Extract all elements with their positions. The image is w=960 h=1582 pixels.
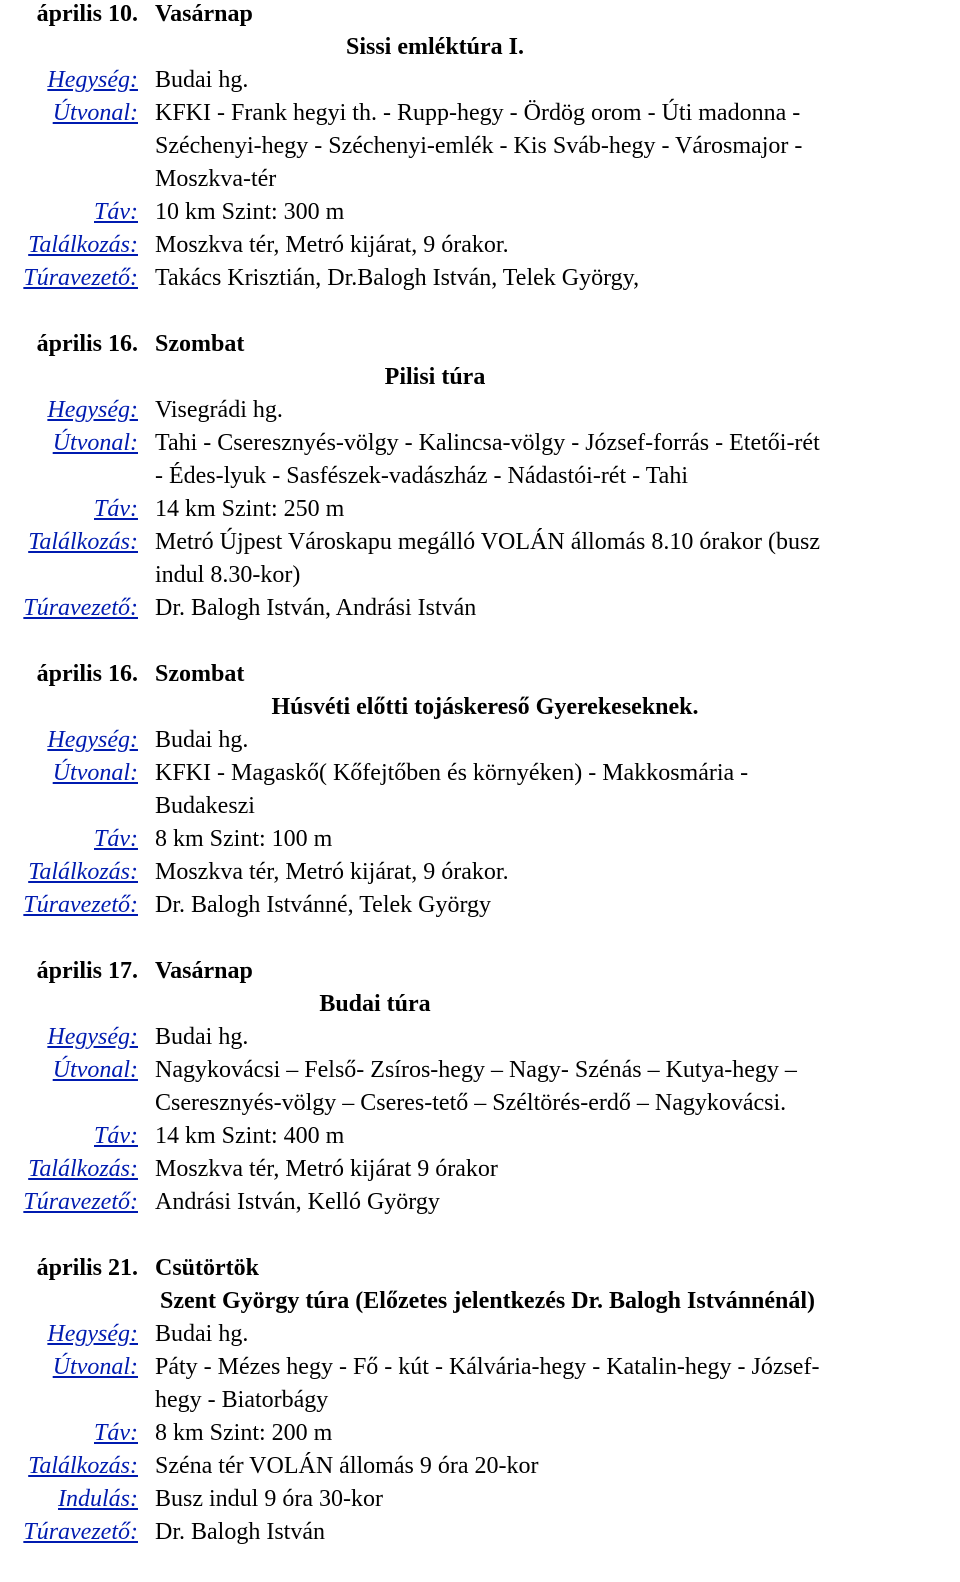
field-label: Táv: xyxy=(94,199,138,225)
field-value: Nagykovácsi – Felső- Zsíros-hegy – Nagy- Szénás – Kutya-hegy – Cseresznyés-völgy – Cseres-tető – Széltörés-erdő – Nagykovácsi. xyxy=(155,1057,797,1116)
event-title: Budai túra xyxy=(319,991,431,1017)
field-value: Budai hg. xyxy=(155,67,249,93)
event-date: április 17. xyxy=(36,958,138,984)
field-row xyxy=(0,1120,960,1153)
field-label: Útvonal: xyxy=(52,1057,138,1083)
field-row xyxy=(0,1417,960,1450)
field-value: 14 km Szint: 400 m xyxy=(155,1123,345,1149)
field-row xyxy=(0,1483,960,1516)
field-value: Dr. Balogh Istvánné, Telek György xyxy=(155,892,492,918)
event-day: Szombat xyxy=(155,331,245,357)
event-title: Húsvéti előtti tojáskereső Gyerekeseknek. xyxy=(271,694,699,720)
field-label: Túravezető: xyxy=(23,1189,138,1215)
field-value: 14 km Szint: 250 m xyxy=(155,496,345,522)
field-value: KFKI - Frank hegyi th. - Rupp-hegy - Ördög orom - Úti madonna - Széchenyi-hegy - Széchenyi-emlék - Kis Sváb-hegy - Városmajor - Moszkva-tér xyxy=(155,100,803,192)
field-label: Találkozás: xyxy=(28,529,138,555)
event-day: Vasárnap xyxy=(155,1,253,27)
field-label: Táv: xyxy=(94,826,138,852)
field-row xyxy=(0,757,960,823)
field-value: Páty - Mézes hegy - Fő - kút - Kálvária-hegy - Katalin-hegy - József- hegy - Biatorbágy xyxy=(155,1354,820,1413)
event-title: Pilisi túra xyxy=(384,364,486,390)
field-label: Találkozás: xyxy=(28,859,138,885)
field-value: Tahi - Cseresznyés-völgy - Kalincsa-völgy - József-forrás - Etetői-rét - Édes-lyuk - Sasfészek-vadászház - Nádastói-rét - Tahi xyxy=(155,430,820,489)
field-row xyxy=(0,724,960,757)
field-value: Dr. Balogh István xyxy=(155,1519,325,1545)
event-header xyxy=(0,1252,960,1285)
event-header xyxy=(0,328,960,361)
field-row xyxy=(0,196,960,229)
field-label: Találkozás: xyxy=(28,1156,138,1182)
field-value: Dr. Balogh István, Andrási István xyxy=(155,595,477,621)
field-row xyxy=(0,394,960,427)
field-value: Széna tér VOLÁN állomás 9 óra 20-kor xyxy=(155,1453,539,1479)
event-block xyxy=(0,1252,960,1549)
field-label: Útvonal: xyxy=(52,100,138,126)
field-value: Takács Krisztián, Dr.Balogh István, Telek György, xyxy=(155,265,640,291)
field-value: KFKI - Magaskő( Kőfejtőben és környéken) - Makkosmária - Budakeszi xyxy=(155,760,749,819)
event-date: április 16. xyxy=(36,331,138,357)
field-row xyxy=(0,64,960,97)
field-row xyxy=(0,1054,960,1120)
event-block xyxy=(0,658,960,922)
event-title: Sissi emléktúra I. xyxy=(345,34,524,60)
field-label: Útvonal: xyxy=(52,760,138,786)
field-value: Budai hg. xyxy=(155,727,249,753)
field-row xyxy=(0,1186,960,1219)
field-row xyxy=(0,1450,960,1483)
field-value: Moszkva tér, Metró kijárat 9 órakor xyxy=(155,1156,498,1182)
event-day: Csütörtök xyxy=(155,1255,260,1281)
field-row xyxy=(0,1318,960,1351)
field-label: Útvonal: xyxy=(52,430,138,456)
event-block xyxy=(0,328,960,625)
field-value: 8 km Szint: 200 m xyxy=(155,1420,333,1446)
field-value: Budai hg. xyxy=(155,1321,249,1347)
field-label: Találkozás: xyxy=(28,1453,138,1479)
field-label: Hegység: xyxy=(47,1321,138,1347)
field-value: Moszkva tér, Metró kijárat, 9 órakor. xyxy=(155,859,509,885)
field-row xyxy=(0,427,960,493)
event-day: Szombat xyxy=(155,661,245,687)
field-label: Túravezető: xyxy=(23,892,138,918)
event-header xyxy=(0,955,960,988)
field-row xyxy=(0,1351,960,1417)
field-value: Busz indul 9 óra 30-kor xyxy=(155,1486,383,1512)
event-header xyxy=(0,0,960,31)
field-value: Moszkva tér, Metró kijárat, 9 órakor. xyxy=(155,232,509,258)
event-block xyxy=(0,955,960,1219)
field-row xyxy=(0,823,960,856)
field-label: Túravezető: xyxy=(23,265,138,291)
field-value: Metró Újpest Városkapu megálló VOLÁN állomás 8.10 órakor (busz indul 8.30-kor) xyxy=(155,529,820,588)
field-label: Hegység: xyxy=(47,67,138,93)
field-row xyxy=(0,889,960,922)
event-date: április 10. xyxy=(36,1,138,27)
field-row xyxy=(0,97,960,196)
field-label: Útvonal: xyxy=(52,1354,138,1380)
event-title: Szent György túra (Előzetes jelentkezés Dr. Balogh Istvánnénál) xyxy=(160,1288,816,1314)
field-label: Táv: xyxy=(94,1123,138,1149)
field-row xyxy=(0,493,960,526)
event-date: április 16. xyxy=(36,661,138,687)
field-value: Andrási István, Kelló György xyxy=(155,1189,440,1215)
event-block xyxy=(0,0,960,295)
field-label: Hegység: xyxy=(47,727,138,753)
field-row xyxy=(0,262,960,295)
field-row xyxy=(0,1153,960,1186)
field-row xyxy=(0,229,960,262)
field-value: 10 km Szint: 300 m xyxy=(155,199,345,225)
field-label: Hegység: xyxy=(47,397,138,423)
field-label: Találkozás: xyxy=(28,232,138,258)
field-row xyxy=(0,592,960,625)
event-date: április 21. xyxy=(36,1255,138,1281)
field-row xyxy=(0,856,960,889)
field-row xyxy=(0,526,960,592)
field-label: Hegység: xyxy=(47,1024,138,1050)
field-label: Túravezető: xyxy=(23,595,138,621)
field-label: Táv: xyxy=(94,1420,138,1446)
field-row xyxy=(0,1021,960,1054)
field-value: 8 km Szint: 100 m xyxy=(155,826,333,852)
event-header xyxy=(0,658,960,691)
field-label: Túravezető: xyxy=(23,1519,138,1545)
field-value: Visegrádi hg. xyxy=(155,397,283,423)
field-label: Táv: xyxy=(94,496,138,522)
field-value: Budai hg. xyxy=(155,1024,249,1050)
field-label: Indulás: xyxy=(58,1486,138,1512)
field-row xyxy=(0,1516,960,1549)
event-day: Vasárnap xyxy=(155,958,253,984)
